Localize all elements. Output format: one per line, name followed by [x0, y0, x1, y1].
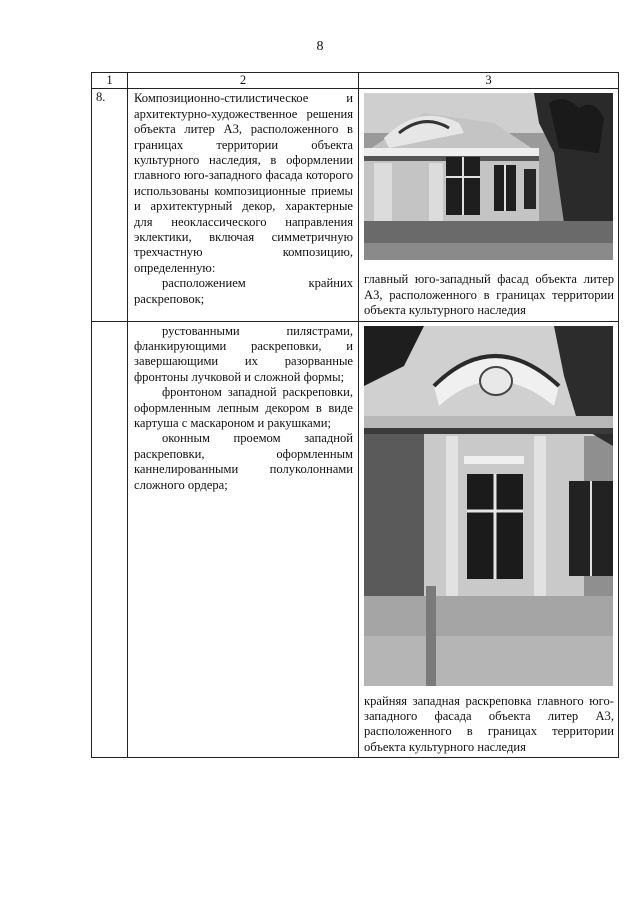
facade-photo: [364, 93, 613, 260]
row-number: 8.: [92, 89, 128, 321]
row-illustration: [359, 321, 619, 758]
header-col-3: 3: [359, 73, 619, 89]
page-number: 8: [316, 39, 324, 54]
header-col-1: 1: [92, 73, 128, 89]
description-item: рустованными пилястрами, фланкирующими раскреповки, и завершающими их разорванные фронтоны лучковой и сложной формы;: [134, 323, 353, 384]
description-item: фронтоном западной раскреповки, оформленным лепным декором в виде картуша с маскароном и ракушками;: [134, 385, 353, 431]
description-text: Композиционно-стилистическое и архитектурно-художественное решения объекта литер А3, расположенного в границах территории объекта культурного наследия, в оформлении главного юго-западного фасада которого использованы композиционные приемы и архитектурный декор, характерные для неоклассического направления эклектики, включая симметричную трехчастную композицию, определенную:: [134, 91, 353, 275]
facade-detail-photo: [364, 326, 613, 686]
header-row: [92, 73, 619, 89]
table-row: [92, 89, 619, 321]
row-illustration: [359, 89, 619, 321]
description-item: оконным проемом западной раскреповки, оформленным каннелированными полуколоннами сложного ордера;: [134, 431, 353, 492]
photo-caption: крайняя западная раскреповка главного юго-западного фасада объекта литер А3, расположенного в границах территории объекта культурного наследия: [364, 693, 614, 754]
table-row: [92, 321, 619, 758]
photo-caption: главный юго-западный фасад объекта литер А3, расположенного в границах территории объекта культурного наследия: [364, 272, 614, 318]
row-description: [128, 321, 359, 758]
description-item: расположением крайних раскреповок;: [134, 276, 353, 306]
row-description: [128, 89, 359, 321]
header-col-2: 2: [128, 73, 359, 89]
heritage-table: [91, 72, 619, 758]
row-number: [92, 321, 128, 758]
